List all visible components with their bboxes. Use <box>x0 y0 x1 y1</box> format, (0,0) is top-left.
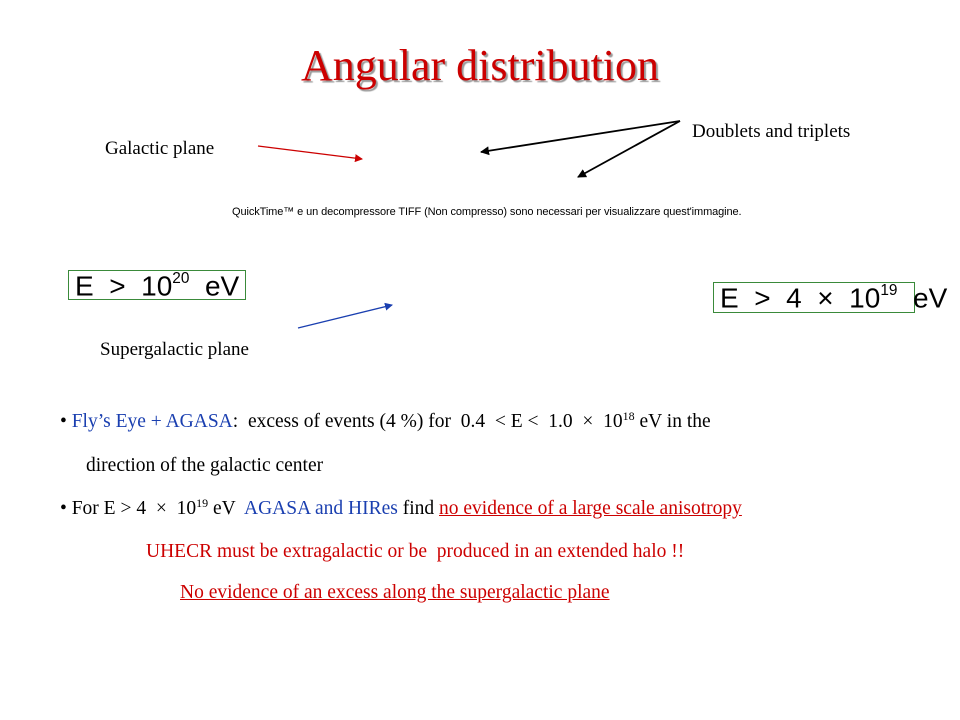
galactic-plane-label: Galactic plane <box>105 138 215 159</box>
bullet-marker: • <box>60 411 67 432</box>
energy-threshold-box-4e19: $E > 4 \times 10^{19}$ eV <box>713 282 915 313</box>
no-anisotropy-conclusion: no evidence of a large scale anisotropy <box>439 498 742 519</box>
no-supergalactic-excess-statement: No evidence of an excess along the supergalactic plane <box>180 582 610 603</box>
agasa-hires-label: AGASA and HIRes <box>244 498 398 519</box>
bullet-marker: • <box>60 498 67 519</box>
supergalactic-plane-arrow <box>298 305 392 328</box>
bullet-1-line-2: direction of the galactic center <box>86 455 324 476</box>
supergalactic-plane-label: Supergalactic plane <box>100 339 249 360</box>
bullet-2-line: • For $E > 4 \times 10^{19}$ eV AGASA and HIRes find no evidence of a large scale anisotropy <box>60 496 742 519</box>
fly-eye-agasa-label: Fly’s Eye + AGASA <box>71 411 233 432</box>
slide-title: Angular distribution <box>300 41 660 90</box>
bullet-1-line-1: • Fly’s Eye + AGASA: excess of events (4 %) for $0.4 < E < 1.0 \times 10^{18}$ eV in the <box>60 409 711 432</box>
energy-threshold-box-1e20: $E > 10^{20}$ eV <box>68 270 246 300</box>
galactic-plane-arrow <box>258 146 362 159</box>
uhecr-extragalactic-statement: UHECR must be extragalactic or be produced in an extended halo !! <box>146 541 685 562</box>
doublets-triplets-label: Doublets and triplets <box>692 121 851 142</box>
missing-image-placeholder: QuickTime™ e un decompressore TIFF (Non compresso) sono necessari per visualizzare quest'immagine. <box>232 206 742 218</box>
